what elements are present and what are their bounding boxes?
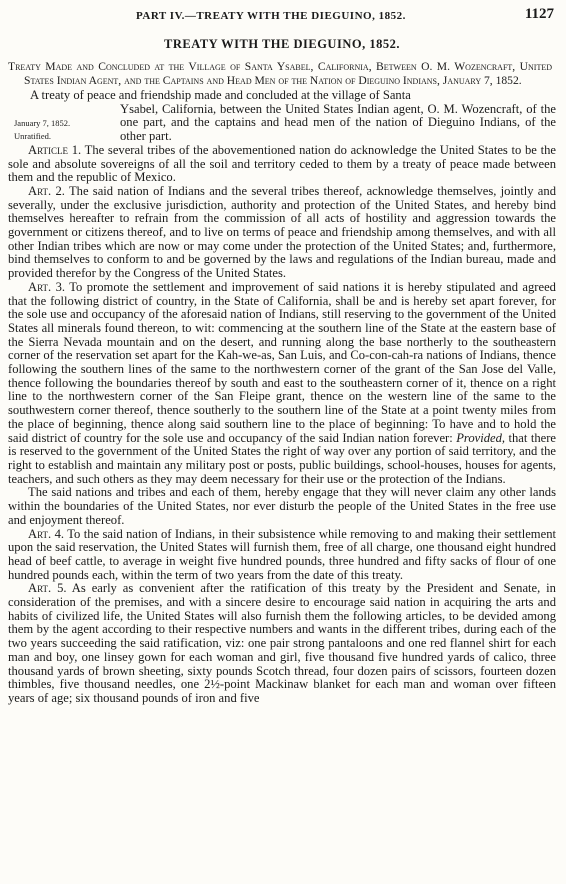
intro-lead: A treaty of peace and friendship made and concluded at the village of Santa (30, 88, 411, 102)
page-header (8, 6, 556, 28)
article-2-label: Art. 2. (28, 183, 65, 198)
article-4-label: Art. 4. (28, 526, 65, 541)
intro-paragraph (8, 89, 556, 144)
article-2-text: The said nation of Indians and the several tribes thereof, acknowledge themselves, jointly and severally, under the exclusive jurisdiction, authority and protection of the United States, and hereby bind themselves hereafter to refrain from the commission of all acts of hostility and aggression towards the government or citizens thereof, and to live on terms of peace and friendship among themselves, and with all other Indian tribes which are now or may come under the protection of the United States; and, furthermore, bind themselves to conform to and be governed by the laws and regulations of the Indian bureau, made and provided therefor by the Congress of the United States. (8, 183, 556, 281)
article-4-text: To the said nation of Indians, in their subsistence while removing to and making their settlement upon the said reservation, the United States will furnish them, free of all charge, one thousand eight hundred head of beef cattle, to average in weight five hundred pounds, three hundred and fifty sacks of flour of one hundred pounds each, within the term of two years from the date of this treaty. (8, 526, 556, 582)
running-head: PART IV.—TREATY WITH THE DIEGUINO, 1852. (136, 10, 406, 22)
document-title: TREATY WITH THE DIEGUINO, 1852. (164, 37, 400, 51)
document-page (8, 6, 556, 706)
article-3-paragraph-2: The said nations and tribes and each of them, hereby engage that they will never claim any other lands within the boundaries of the United States, nor ever disturb the people of the United States in the free use and enjoyment thereof. (8, 485, 556, 527)
article-4 (8, 528, 556, 583)
treaty-subtitle: Treaty Made and Concluded at the Village of Santa Ysabel, California, Between O. M. Wozencraft, United States Indian Agent, and the Captains and Head Men of the Nation of Dieguino Indians, January 7, 1852. (8, 60, 552, 87)
article-1 (8, 144, 556, 185)
article-3 (8, 281, 556, 487)
margin-notes (14, 117, 70, 143)
article-2 (8, 185, 556, 281)
article-5-text: As early as convenient after the ratification of this treaty by the President and Senate, in consideration of the premises, and with a sincere desire to encourage said nation in acquiring the arts and habits of civilized life, the United States will also furnish them the following articles, to be devided among them by the agent according to their respective numbers and wants in the different tribes, during each of the two years succeeding the said ratification, viz: one pair strong pantaloons and one red flannel shirt for each man and boy, one linsey gown for each woman and girl, five thousand five hundred yards of calico, three thousand yards of brown sheeting, sixty pounds Scotch thread, four dozen pairs of scissors, fourteen dozen thimbles, five thousand needles, one 2½-point Mackinaw blanket for each man and woman over fifteen years of age; six thousand pounds of iron and five (8, 581, 556, 705)
article-1-text: The several tribes of the abovementioned nation do acknowledge the United States to be the sole and absolute sovereigns of all the soil and territory ceded to them by a treaty of peace made between them and the republic of Mexico. (8, 142, 556, 185)
article-3-provided: Provided, (456, 430, 506, 445)
treaty-body (8, 89, 556, 706)
article-5 (8, 582, 556, 705)
page-number: 1127 (524, 6, 554, 22)
intro-rest: Ysabel, California, between the United States Indian agent, O. M. Wozencraft, of the one part, and the captains and head men of the nation of Dieguino Indians, of the other part. (120, 101, 556, 144)
article-3-text: To promote the settlement and improvement of said nations it is hereby stipulated and agreed that the following district of country, in the State of California, shall be and is hereby set apart forever, for the sole use and occupancy of the aforesaid nation of Indians, still reserving to the government of the United States all minerals found thereon, to wit: commencing at the southern line of the State at the eastern base of the Sierra Nevada mountain and on the desert, and running along the base northerly to the southeastern corner of the reservation set apart for the Kah-we-as, San Luis, and Co-con-cah-ra nations of Indians, thence following the southern lines of the same to the northwestern corner of the grant of the San Jose del Valle, thence following the boundaries thereof by south and east to the southeastern corner of it, thence on a right line to the northwestern corner of the San Fleipe grant, thence on the western line of the same to the southwestern corner thereof, thence southerly to the southern line of the State at a point twenty miles from the place of beginning, thence along said southern line to the place of beginning: To have and to hold the said district of country for the sole use and occupancy of the said Indian nation forever: (8, 279, 556, 445)
article-3-text-2: that there is reserved to the government of the United States the right of way over any portion of said territory, and the right to establish and maintain any military post or posts, public buildings, school-houses, houses for agents, teachers, and such others as they may deem necessary for their use or the protection of the Indians. (8, 430, 556, 486)
margin-note-status: Unratified. (14, 131, 52, 141)
article-5-label: Art. 5. (28, 581, 67, 596)
article-3-label: Art. 3. (28, 279, 66, 294)
margin-note-date: January 7, 1852. (14, 118, 71, 128)
article-1-label: Article 1. (28, 142, 82, 157)
